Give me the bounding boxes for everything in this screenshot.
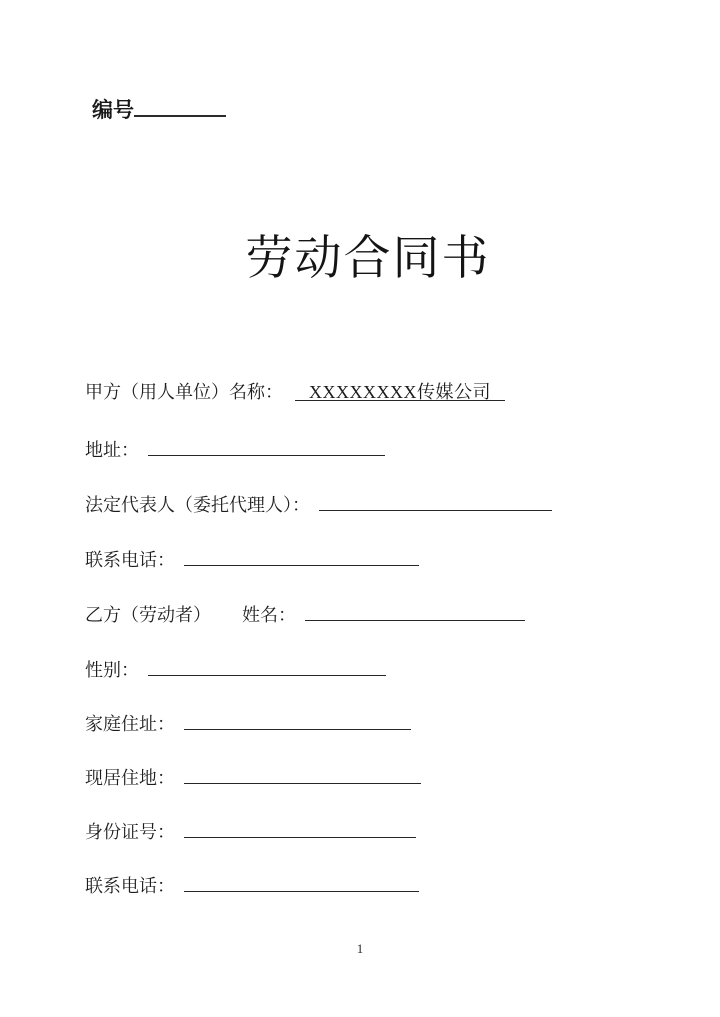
field-label: 联系电话：: [85, 876, 175, 896]
field-row-employee-name: [85, 600, 525, 626]
field-label: 法定代表人（委托代理人）：: [85, 495, 310, 515]
field-blank-employee-name[interactable]: [305, 600, 525, 621]
field-row-legal-representative: [85, 490, 552, 516]
field-blank-home-address[interactable]: [184, 709, 411, 730]
field-row-gender: [85, 655, 386, 681]
field-blank-gender[interactable]: [148, 655, 386, 676]
field-row-employer-address: [85, 435, 385, 461]
field-value: XXXXXXXX传媒公司: [309, 382, 491, 402]
field-blank-employer-phone[interactable]: [184, 545, 419, 566]
field-blank-current-residence[interactable]: [184, 763, 421, 784]
field-label: 性别：: [85, 660, 139, 680]
field-blank-employer-address[interactable]: [148, 435, 385, 456]
field-row-id-number: [85, 817, 416, 843]
field-label: 身份证号：: [85, 822, 175, 842]
field-label: 地址：: [85, 440, 139, 460]
field-label: 联系电话：: [85, 550, 175, 570]
field-label: 家庭住址：: [85, 714, 175, 734]
field-label: 现居住地：: [85, 768, 175, 788]
field-label: 姓名：: [242, 605, 296, 625]
serial-number-field: [92, 97, 226, 122]
field-label: 甲方（用人单位）名称：: [85, 382, 283, 402]
field-blank-legal-representative[interactable]: [319, 490, 552, 511]
field-row-home-address: [85, 709, 411, 735]
serial-number-label: 编号: [92, 98, 134, 122]
field-row-current-residence: [85, 763, 421, 789]
field-row-employer-name: [85, 380, 505, 406]
field-row-employee-phone: [85, 871, 419, 897]
field-blank-employee-phone[interactable]: [184, 871, 419, 892]
field-blank-employer-name[interactable]: [295, 380, 505, 401]
party-b-label: 乙方（劳动者）: [85, 605, 211, 625]
serial-number-blank[interactable]: [134, 97, 226, 117]
document-title: 劳动合同书: [245, 233, 491, 285]
field-row-employer-phone: [85, 545, 419, 571]
field-blank-id-number[interactable]: [184, 817, 416, 838]
page-number: 1: [356, 941, 364, 956]
